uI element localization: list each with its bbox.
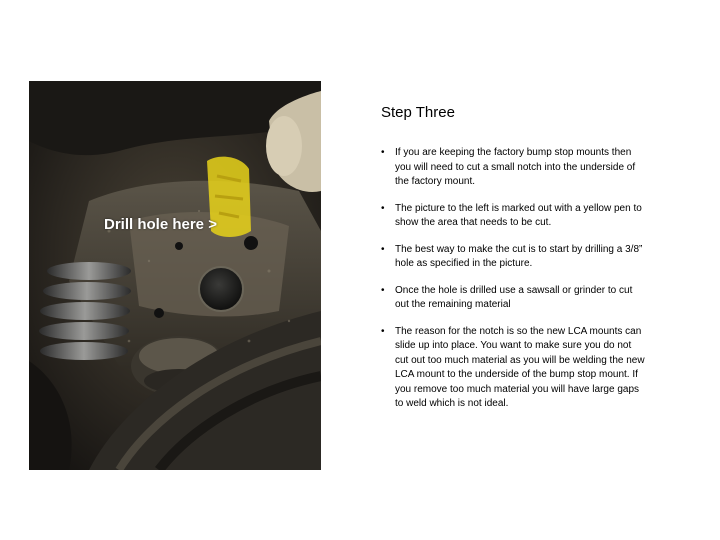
- drill-hole-label: Drill hole here >: [104, 216, 217, 233]
- list-item: [381, 202, 646, 231]
- instruction-list: [381, 146, 646, 412]
- bullet-icon: •: [381, 325, 385, 337]
- list-item: [381, 146, 646, 190]
- list-item-text: The best way to make the cut is to start by drilling a 3/8” hole as specified in the picture.: [395, 243, 643, 269]
- bullet-icon: •: [381, 147, 385, 158]
- bullet-icon: •: [381, 243, 385, 255]
- bullet-icon: •: [381, 202, 385, 214]
- list-item: [381, 243, 646, 272]
- list-item: [381, 325, 646, 412]
- suspension-photo-illustration: [29, 81, 321, 470]
- suspension-photo: [29, 81, 321, 470]
- list-item: [381, 284, 646, 313]
- list-item-text: The picture to the left is marked out with a yellow pen to show the area that needs to be cut.: [395, 202, 642, 228]
- bullet-icon: •: [381, 284, 385, 296]
- list-item-text: If you are keeping the factory bump stop mounts then you will need to cut a small notch into the underside of the factory mount.: [395, 147, 636, 187]
- step-title: Step Three: [381, 104, 455, 121]
- list-item-text: The reason for the notch is so the new LCA mounts can slide up into place. You want to make sure you do not cut out too much material as you will be welding the new LCA mount to the underside of the bump stop mount. If you remove too much material you will have large gaps to weld which is not ideal.: [395, 325, 645, 409]
- list-item-text: Once the hole is drilled use a sawsall or grinder to cut out the remaining material: [395, 284, 633, 310]
